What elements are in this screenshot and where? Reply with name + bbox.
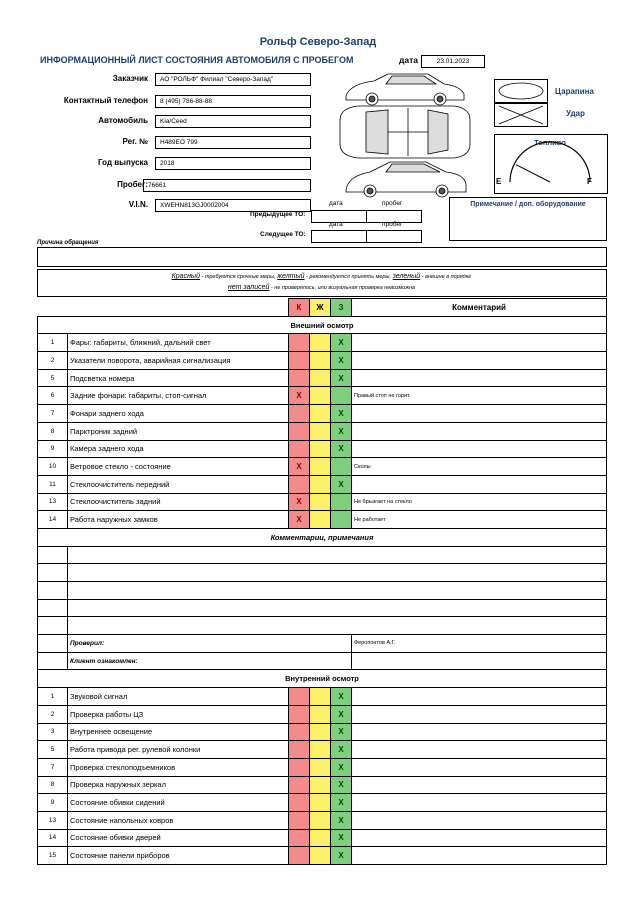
legend-none-word: нет записей — [227, 284, 270, 291]
zh-cell[interactable] — [310, 741, 331, 759]
table-row — [38, 847, 607, 865]
zh-cell[interactable] — [310, 688, 331, 706]
item-number: 6 — [38, 387, 68, 405]
item-number: 8 — [38, 422, 68, 440]
z-cell[interactable]: X — [331, 794, 352, 812]
zh-cell[interactable] — [310, 440, 331, 458]
item-number: 5 — [38, 741, 68, 759]
z-cell[interactable]: X — [331, 741, 352, 759]
zh-cell[interactable] — [310, 458, 331, 476]
k-cell[interactable] — [289, 422, 310, 440]
z-cell[interactable] — [331, 387, 352, 405]
item-number: 8 — [38, 776, 68, 794]
item-number: 7 — [38, 405, 68, 423]
item-number: 14 — [38, 511, 68, 529]
item-name: Проверка стеклоподъемников — [68, 758, 289, 776]
item-comment — [352, 811, 607, 829]
checked-value: Феропонтов А.Г. — [352, 635, 607, 653]
table-row — [38, 475, 607, 493]
prev-to-label: Предыдущее ТО: — [250, 211, 306, 218]
date-field: 23.01.2023 — [421, 55, 485, 68]
z-cell[interactable]: X — [331, 811, 352, 829]
checked-row — [38, 635, 607, 653]
legend-yellow-text: - рекомендуется принять меры, — [304, 274, 393, 280]
legend-line-1 — [37, 273, 606, 280]
car-diagram — [336, 68, 476, 200]
zh-cell[interactable] — [310, 847, 331, 865]
comment-row-text[interactable] — [68, 599, 607, 617]
mileage-column-label: пробег — [382, 200, 403, 207]
item-name: Состояние напольных ковров — [68, 811, 289, 829]
reg-label: Рег. № — [122, 137, 148, 146]
item-name: Состояние панели приборов — [68, 847, 289, 865]
item-number: 5 — [38, 369, 68, 387]
next-to-mileage-field — [366, 230, 422, 243]
comment-row-num — [38, 564, 68, 582]
item-comment — [352, 776, 607, 794]
note-title: Примечание / доп. оборудование — [470, 201, 586, 208]
legend-green-word: зеленый — [392, 273, 421, 280]
client-num — [38, 652, 68, 670]
z-cell[interactable]: X — [331, 334, 352, 352]
zh-cell[interactable] — [310, 758, 331, 776]
fuel-needle — [516, 165, 550, 182]
item-name: Задние фонари: габариты, стоп-сигнал — [68, 387, 289, 405]
zh-cell[interactable] — [310, 422, 331, 440]
year-field: 2018 — [155, 157, 311, 170]
z-cell[interactable] — [331, 458, 352, 476]
car-side-top-icon — [346, 74, 464, 105]
item-number: 7 — [38, 758, 68, 776]
item-name: Парктроник задний — [68, 422, 289, 440]
item-comment — [352, 705, 607, 723]
item-number: 2 — [38, 705, 68, 723]
table-row — [38, 811, 607, 829]
col-k-header: К — [289, 299, 310, 317]
z-cell[interactable]: X — [331, 776, 352, 794]
zh-cell[interactable] — [310, 794, 331, 812]
table-row — [38, 723, 607, 741]
item-comment — [352, 794, 607, 812]
item-comment — [352, 758, 607, 776]
z-cell[interactable]: X — [331, 422, 352, 440]
comment-row-text[interactable] — [68, 617, 607, 635]
item-comment — [352, 847, 607, 865]
comment-row-num — [38, 617, 68, 635]
zh-cell[interactable] — [310, 511, 331, 529]
company-name: Рольф Северо-Запад — [259, 36, 377, 48]
car-side-bottom-icon — [346, 162, 466, 197]
z-cell[interactable]: X — [331, 405, 352, 423]
z-cell[interactable]: X — [331, 440, 352, 458]
exterior-section-title: Внешний осмотр — [38, 316, 607, 334]
comments-section-title-row — [38, 528, 607, 546]
mileage-label: Пробег: — [117, 180, 148, 189]
date-label: дата — [399, 55, 419, 65]
item-number: 13 — [38, 811, 68, 829]
k-cell[interactable] — [289, 794, 310, 812]
z-cell[interactable]: X — [331, 705, 352, 723]
k-cell[interactable] — [289, 334, 310, 352]
item-comment — [352, 369, 607, 387]
z-cell[interactable]: X — [331, 475, 352, 493]
zh-cell[interactable] — [310, 475, 331, 493]
item-name: Стеклоочиститель задний — [68, 493, 289, 511]
k-cell[interactable] — [289, 688, 310, 706]
item-number: 9 — [38, 794, 68, 812]
customer-label: Заказчик — [112, 74, 148, 83]
table-row — [38, 387, 607, 405]
dent-label: Удар — [566, 109, 585, 118]
legend-red-text: - требуются срочные меры, — [199, 274, 278, 280]
item-number: 1 — [38, 688, 68, 706]
k-cell[interactable] — [289, 829, 310, 847]
z-cell[interactable]: X — [331, 847, 352, 865]
legend-red-word: Красный — [171, 273, 200, 280]
zh-cell[interactable] — [310, 811, 331, 829]
z-cell[interactable]: X — [331, 829, 352, 847]
table-row — [38, 829, 607, 847]
item-name: Работа привода рег. рулевой колонки — [68, 741, 289, 759]
comment-row-text[interactable] — [68, 564, 607, 582]
comment-row — [38, 546, 607, 564]
table-row — [38, 405, 607, 423]
k-cell[interactable]: X — [289, 493, 310, 511]
item-name: Работа наружных замков — [68, 511, 289, 529]
k-cell[interactable] — [289, 705, 310, 723]
table-row — [38, 511, 607, 529]
date-column-label-2: дата — [329, 221, 343, 228]
item-comment — [352, 352, 607, 370]
vin-field: XWEHN813GJ0002004 — [155, 199, 311, 212]
comment-row-text[interactable] — [68, 582, 607, 600]
zh-cell[interactable] — [310, 829, 331, 847]
exterior-section-title-row — [38, 316, 607, 334]
table-row — [38, 758, 607, 776]
item-name: Камера заднего хода — [68, 440, 289, 458]
k-cell[interactable] — [289, 776, 310, 794]
item-comment — [352, 829, 607, 847]
item-number: 13 — [38, 493, 68, 511]
k-cell[interactable] — [289, 440, 310, 458]
item-comment — [352, 688, 607, 706]
item-comment — [352, 405, 607, 423]
item-number: 2 — [38, 352, 68, 370]
year-label: Год выпуска — [98, 158, 148, 167]
k-cell[interactable]: X — [289, 511, 310, 529]
dent-legend-box — [494, 103, 548, 127]
k-cell[interactable]: X — [289, 387, 310, 405]
item-comment: Сколы — [352, 458, 607, 476]
scratch-legend-box — [494, 79, 548, 103]
car-top-view-icon — [340, 106, 470, 158]
scratch-label: Царапина — [555, 87, 594, 96]
vin-label: V.I.N. — [128, 200, 148, 209]
table-header-row — [38, 299, 607, 317]
checked-label: Проверил: — [68, 635, 352, 653]
col-zh-header: Ж — [310, 299, 331, 317]
client-row — [38, 652, 607, 670]
zh-cell[interactable] — [310, 334, 331, 352]
z-cell[interactable]: X — [331, 352, 352, 370]
reason-label: Причина обращения — [37, 240, 99, 246]
customer-field: АО "РОЛЬФ" Филиал "Северо-Запад" — [155, 73, 311, 86]
comment-row-text[interactable] — [68, 546, 607, 564]
k-cell[interactable] — [289, 723, 310, 741]
z-cell[interactable] — [331, 511, 352, 529]
item-name: Проверка работы ЦЗ — [68, 705, 289, 723]
k-cell[interactable] — [289, 352, 310, 370]
comment-row — [38, 564, 607, 582]
table-row — [38, 334, 607, 352]
zh-cell[interactable] — [310, 352, 331, 370]
zh-cell[interactable] — [310, 705, 331, 723]
comment-row-num — [38, 546, 68, 564]
dent-cross-icon — [495, 104, 547, 126]
item-number: 14 — [38, 829, 68, 847]
legend-yellow-word: желтый — [277, 273, 305, 280]
table-row — [38, 794, 607, 812]
zh-cell[interactable] — [310, 493, 331, 511]
comment-row — [38, 599, 607, 617]
comment-row-num — [38, 599, 68, 617]
comments-section-title: Комментарии, примечания — [38, 528, 607, 546]
col-comment-header: Комментарий — [352, 299, 607, 317]
item-name: Стеклоочиститель передний — [68, 475, 289, 493]
item-number: 10 — [38, 458, 68, 476]
z-cell[interactable]: X — [331, 688, 352, 706]
k-cell[interactable] — [289, 405, 310, 423]
scratch-ellipse-icon — [495, 80, 547, 102]
item-comment — [352, 422, 607, 440]
item-name: Указатели поворота, аварийная сигнализация — [68, 352, 289, 370]
z-cell[interactable]: X — [331, 369, 352, 387]
mileage-field: 76661 — [143, 179, 311, 192]
document-title: ИНФОРМАЦИОННЫЙ ЛИСТ СОСТОЯНИЯ АВТОМОБИЛЯ С ПРОБЕГОМ — [40, 55, 354, 65]
interior-section-title: Внутренний осмотр — [38, 670, 607, 688]
table-row — [38, 705, 607, 723]
table-row — [38, 741, 607, 759]
comment-row — [38, 582, 607, 600]
next-to-date-field — [311, 230, 367, 243]
z-cell[interactable]: X — [331, 723, 352, 741]
item-name: Звуковой сигнал — [68, 688, 289, 706]
phone-field: 8 (495) 786-88-88 — [155, 95, 311, 108]
fuel-empty-label: E — [496, 177, 502, 186]
table-row — [38, 776, 607, 794]
header-empty — [38, 299, 289, 317]
item-name: Внутреннее освещение — [68, 723, 289, 741]
zh-cell[interactable] — [310, 387, 331, 405]
zh-cell[interactable] — [310, 723, 331, 741]
item-name: Подсветка номера — [68, 369, 289, 387]
item-name: Проверка наружных зеркал — [68, 776, 289, 794]
item-name: Ветровое стекло - состояние — [68, 458, 289, 476]
car-field: Kia/Ceed — [155, 115, 311, 128]
table-row — [38, 493, 607, 511]
item-number: 15 — [38, 847, 68, 865]
z-cell[interactable]: X — [331, 758, 352, 776]
k-cell[interactable] — [289, 758, 310, 776]
date-column-label: дата — [329, 200, 343, 207]
zh-cell[interactable] — [310, 405, 331, 423]
table-row — [38, 422, 607, 440]
item-number: 9 — [38, 440, 68, 458]
item-comment — [352, 440, 607, 458]
table-row — [38, 688, 607, 706]
k-cell[interactable]: X — [289, 458, 310, 476]
fuel-full-label: F — [587, 177, 592, 186]
item-number: 11 — [38, 475, 68, 493]
note-box[interactable] — [449, 197, 607, 241]
inspection-table — [37, 298, 607, 865]
legend-none-text: - не проверялось, или визуальная проверка невозможна — [269, 285, 416, 291]
item-comment — [352, 475, 607, 493]
interior-section-title-row — [38, 670, 607, 688]
item-comment: Не работает — [352, 511, 607, 529]
item-name: Фары: габариты, ближний, дальний свет — [68, 334, 289, 352]
legend-line-2 — [37, 284, 606, 291]
checked-num — [38, 635, 68, 653]
car-label: Автомобиль — [98, 116, 148, 125]
col-z-header: З — [331, 299, 352, 317]
comment-row-num — [38, 582, 68, 600]
phone-label: Контактный телефон — [63, 96, 148, 105]
item-name: Состояние обивки сидений — [68, 794, 289, 812]
item-number: 1 — [38, 334, 68, 352]
item-comment: Правый стоп не горит. — [352, 387, 607, 405]
next-to-label: Следущее ТО: — [260, 231, 306, 238]
z-cell[interactable] — [331, 493, 352, 511]
zh-cell[interactable] — [310, 369, 331, 387]
zh-cell[interactable] — [310, 776, 331, 794]
table-row — [38, 369, 607, 387]
k-cell[interactable] — [289, 741, 310, 759]
k-cell[interactable] — [289, 475, 310, 493]
item-comment: Не брызгает на стекло — [352, 493, 607, 511]
reg-field: H489EO 799 — [155, 136, 311, 149]
client-label: Клиент ознакомлен: — [68, 652, 352, 670]
table-row — [38, 352, 607, 370]
client-signature[interactable] — [352, 652, 607, 670]
legend-green-text: - внешне в порядке — [420, 274, 472, 280]
mileage-column-label-2: пробег — [382, 221, 403, 228]
comment-row — [38, 617, 607, 635]
k-cell[interactable] — [289, 847, 310, 865]
table-row — [38, 440, 607, 458]
item-comment — [352, 723, 607, 741]
item-comment — [352, 334, 607, 352]
fuel-label: Топливо — [534, 138, 566, 147]
item-comment — [352, 741, 607, 759]
reason-field[interactable] — [37, 247, 607, 267]
item-name: Фонари заднего хода — [68, 405, 289, 423]
item-name: Состояние обивки дверей — [68, 829, 289, 847]
k-cell[interactable] — [289, 369, 310, 387]
table-row — [38, 458, 607, 476]
k-cell[interactable] — [289, 811, 310, 829]
item-number: 3 — [38, 723, 68, 741]
